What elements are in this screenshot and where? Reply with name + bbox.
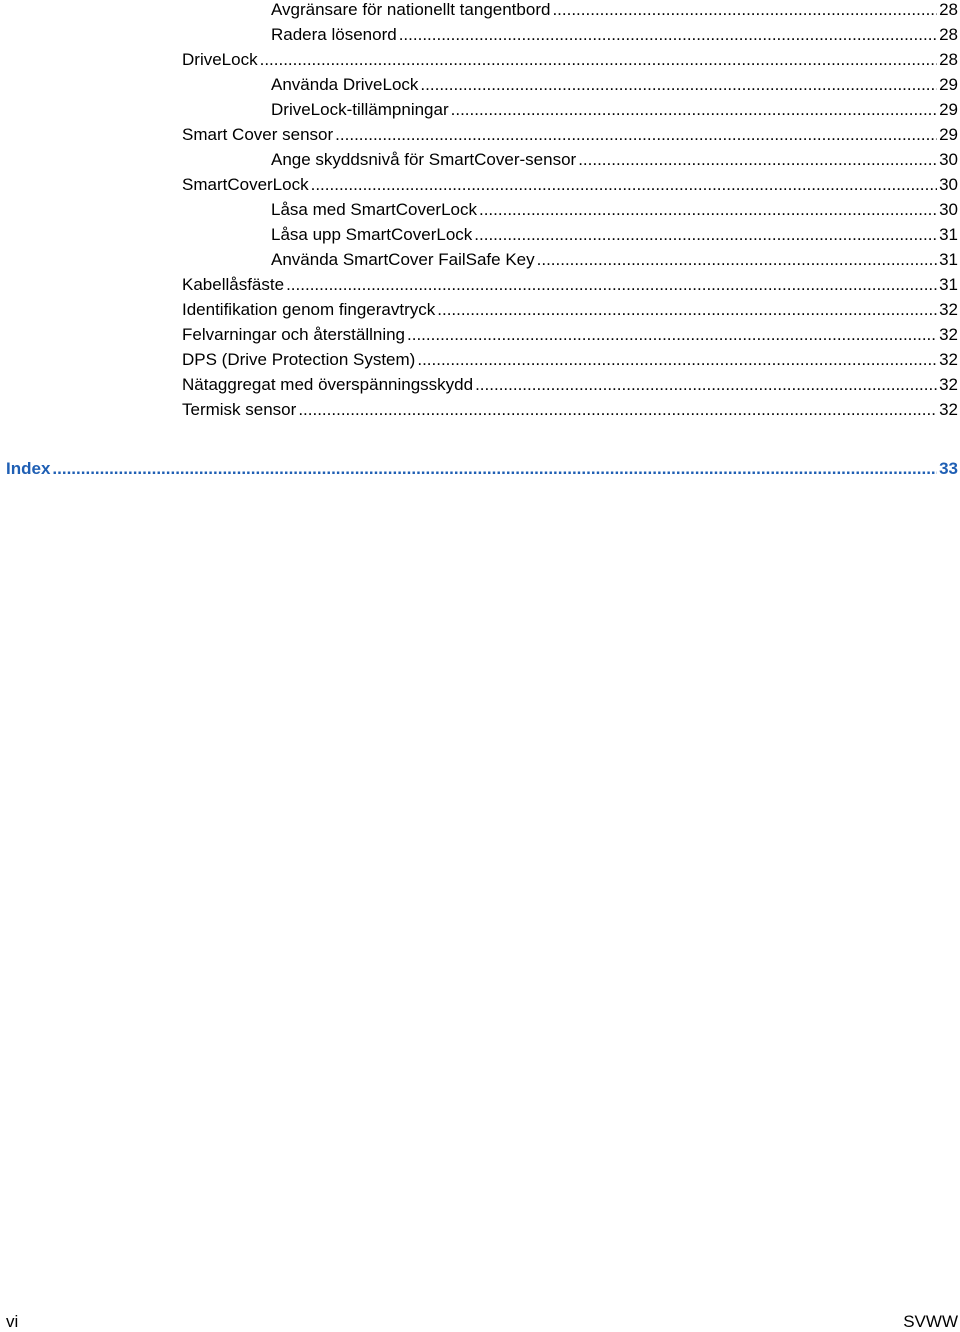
toc-dot-leader <box>311 175 937 195</box>
toc-entry-page: 28 <box>939 0 958 19</box>
toc-dot-leader <box>479 200 937 220</box>
toc-entry[interactable] <box>271 75 958 95</box>
toc-entry[interactable] <box>271 0 958 20</box>
toc-dot-leader <box>451 100 937 120</box>
toc-entry-page: 29 <box>939 100 958 119</box>
toc-entry-page: 29 <box>939 125 958 144</box>
toc-entry[interactable] <box>182 175 958 195</box>
toc-entry[interactable] <box>182 325 958 345</box>
toc-dot-leader <box>552 0 937 20</box>
toc-entry[interactable] <box>182 350 958 370</box>
toc-dot-leader <box>399 25 937 45</box>
toc-dot-leader <box>537 250 937 270</box>
toc-entry-label: Avgränsare för nationellt tangentbord <box>271 0 551 19</box>
toc-entry-label: Identifikation genom fingeravtryck <box>182 300 436 319</box>
toc-dot-leader <box>420 75 937 95</box>
toc-entry-page: 32 <box>939 400 958 419</box>
toc-entry[interactable] <box>182 50 958 70</box>
toc-entry-label: DriveLock <box>182 50 258 69</box>
toc-dot-leader <box>407 325 937 345</box>
toc-entry-label: DPS (Drive Protection System) <box>182 350 416 369</box>
toc-entry-page: 31 <box>939 225 958 244</box>
toc-entry[interactable] <box>182 275 958 295</box>
toc-index-label: Index <box>6 459 51 478</box>
toc-dot-leader <box>475 375 937 395</box>
footer-document-code: SVWW <box>903 1312 958 1331</box>
toc-entry-label: Ange skyddsnivå för SmartCover-sensor <box>271 150 577 169</box>
toc-dot-leader <box>578 150 937 170</box>
toc-entry-page: 32 <box>939 300 958 319</box>
toc-dot-leader <box>298 400 937 420</box>
toc-entry[interactable] <box>182 400 958 420</box>
toc-entry-label: Radera lösenord <box>271 25 397 44</box>
toc-entry-page: 28 <box>939 25 958 44</box>
toc-entry-label: Smart Cover sensor <box>182 125 334 144</box>
toc-entry[interactable] <box>182 375 958 395</box>
toc-dot-leader <box>437 300 937 320</box>
toc-entry[interactable] <box>271 150 958 170</box>
toc-entry-page: 30 <box>939 200 958 219</box>
toc-entry-label: Använda SmartCover FailSafe Key <box>271 250 535 269</box>
toc-dot-leader <box>474 225 937 245</box>
toc-entry[interactable] <box>271 25 958 45</box>
toc-entry[interactable] <box>182 125 958 145</box>
toc-entry-label: Låsa med SmartCoverLock <box>271 200 477 219</box>
toc-entry-page: 31 <box>939 275 958 294</box>
toc-entry-label: DriveLock-tillämpningar <box>271 100 449 119</box>
toc-entry[interactable] <box>271 225 958 245</box>
toc-entry-page: 32 <box>939 375 958 394</box>
toc-entry[interactable] <box>271 250 958 270</box>
footer-page-number: vi <box>6 1312 19 1331</box>
toc-dot-leader <box>260 50 937 70</box>
toc-entry[interactable] <box>271 100 958 120</box>
toc-entry[interactable] <box>271 200 958 220</box>
toc-entry-page: 30 <box>939 150 958 169</box>
toc-entry-page: 28 <box>939 50 958 69</box>
toc-entry-label: Termisk sensor <box>182 400 297 419</box>
toc-entry-label: Nätaggregat med överspänningsskydd <box>182 375 474 394</box>
toc-entry-page: 32 <box>939 325 958 344</box>
toc-dot-leader <box>286 275 937 295</box>
toc-entry-label: Låsa upp SmartCoverLock <box>271 225 473 244</box>
toc-entry-label: Felvarningar och återställning <box>182 325 406 344</box>
toc-entry[interactable] <box>182 300 958 320</box>
toc-index-link[interactable] <box>6 459 958 479</box>
toc-entry-page: 31 <box>939 250 958 269</box>
toc-entry-page: 29 <box>939 75 958 94</box>
toc-entry-page: 30 <box>939 175 958 194</box>
toc-index-page: 33 <box>939 459 958 478</box>
toc-dot-leader <box>417 350 937 370</box>
toc-entry-page: 32 <box>939 350 958 369</box>
toc-entry-label: Använda DriveLock <box>271 75 419 94</box>
toc-dot-leader <box>335 125 937 145</box>
toc-dot-leader <box>52 459 937 479</box>
toc-entry-label: SmartCoverLock <box>182 175 309 194</box>
toc-entry-label: Kabellåsfäste <box>182 275 285 294</box>
